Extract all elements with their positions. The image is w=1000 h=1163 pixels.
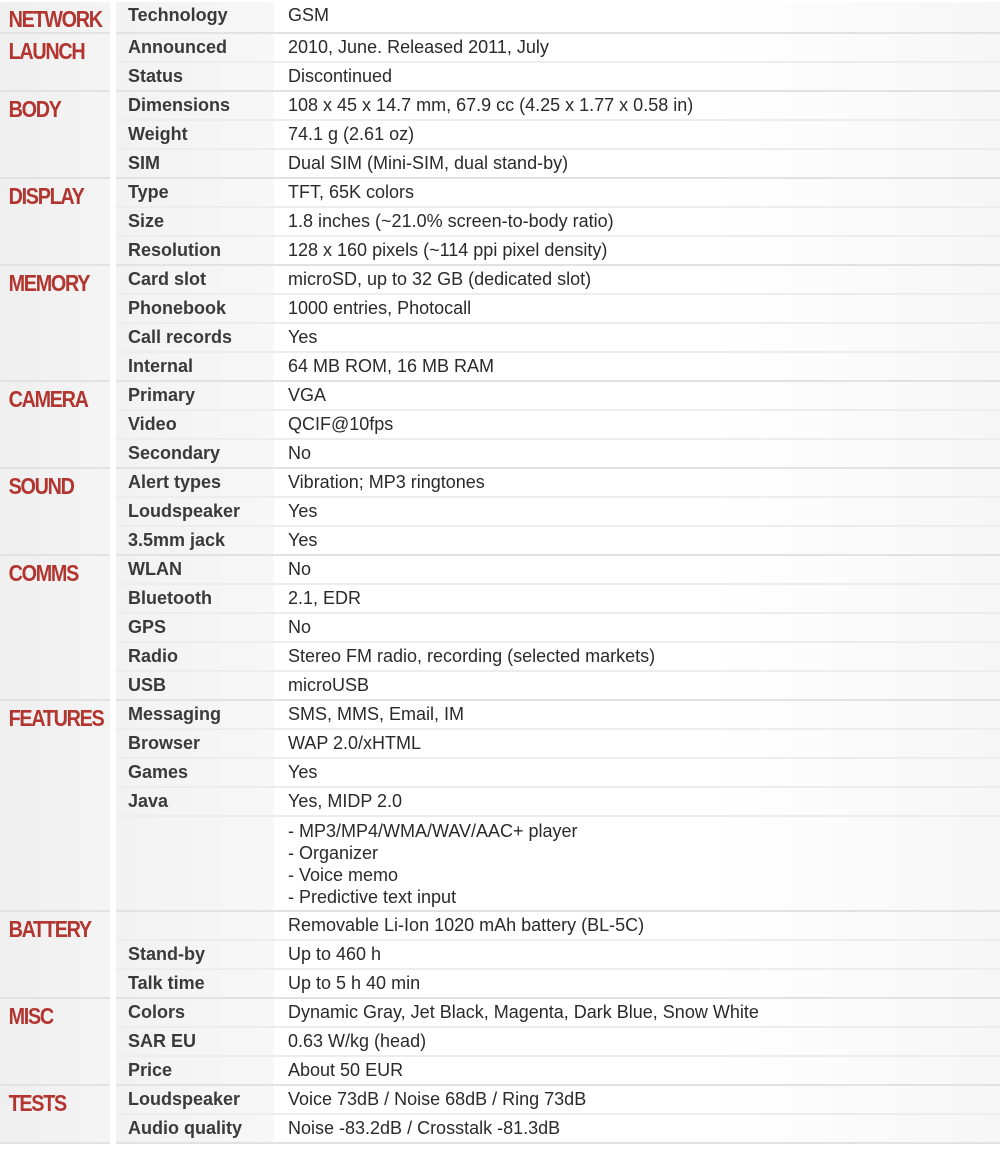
spec-row bbox=[0, 1056, 1000, 1085]
category-cell bbox=[0, 998, 113, 1085]
spec-label[interactable]: Price bbox=[113, 1056, 274, 1085]
spec-row bbox=[0, 62, 1000, 91]
spec-label[interactable]: Dimensions bbox=[113, 91, 274, 120]
category-cell bbox=[0, 468, 113, 555]
spec-value: 108 x 45 x 14.7 mm, 67.9 cc (4.25 x 1.77 x 0.58 in) bbox=[274, 91, 1000, 120]
spec-row bbox=[0, 120, 1000, 149]
category-cell bbox=[0, 1085, 113, 1143]
spec-label[interactable]: Secondary bbox=[113, 439, 274, 468]
spec-row bbox=[0, 1027, 1000, 1056]
spec-value: No bbox=[274, 555, 1000, 584]
spec-row bbox=[0, 323, 1000, 352]
category-heading[interactable]: CAMERA bbox=[8, 386, 88, 412]
spec-label[interactable]: Colors bbox=[113, 998, 274, 1027]
spec-row bbox=[0, 1085, 1000, 1114]
spec-row bbox=[0, 555, 1000, 584]
spec-value: Discontinued bbox=[274, 62, 1000, 91]
category-heading[interactable]: NETWORK bbox=[8, 6, 102, 32]
spec-value bbox=[274, 816, 1000, 911]
spec-label[interactable]: Stand-by bbox=[113, 940, 274, 969]
category-cell bbox=[0, 91, 113, 178]
spec-row bbox=[0, 700, 1000, 729]
spec-value: Removable Li-Ion 1020 mAh battery (BL-5C) bbox=[274, 911, 1000, 940]
category-cell bbox=[0, 555, 113, 700]
spec-value: Up to 5 h 40 min bbox=[274, 969, 1000, 998]
spec-value: Yes bbox=[274, 323, 1000, 352]
spec-value: 2.1, EDR bbox=[274, 584, 1000, 613]
spec-label[interactable]: Card slot bbox=[113, 265, 274, 294]
spec-value: 2010, June. Released 2011, July bbox=[274, 33, 1000, 62]
spec-row bbox=[0, 178, 1000, 207]
spec-value: 1.8 inches (~21.0% screen-to-body ratio) bbox=[274, 207, 1000, 236]
spec-label[interactable]: Loudspeaker bbox=[113, 497, 274, 526]
spec-label[interactable]: Audio quality bbox=[113, 1114, 274, 1143]
spec-table-body bbox=[0, 2, 1000, 1143]
spec-value: QCIF@10fps bbox=[274, 410, 1000, 439]
category-cell bbox=[0, 2, 113, 33]
spec-label[interactable]: Radio bbox=[113, 642, 274, 671]
spec-label[interactable]: Announced bbox=[113, 33, 274, 62]
spec-value: GSM bbox=[274, 2, 1000, 33]
spec-value: Up to 460 h bbox=[274, 940, 1000, 969]
spec-value: Dual SIM (Mini-SIM, dual stand-by) bbox=[274, 149, 1000, 178]
spec-label[interactable]: SAR EU bbox=[113, 1027, 274, 1056]
spec-label[interactable]: Talk time bbox=[113, 969, 274, 998]
spec-value: microUSB bbox=[274, 671, 1000, 700]
spec-label[interactable]: Java bbox=[113, 787, 274, 816]
spec-label[interactable]: Games bbox=[113, 758, 274, 787]
spec-value-line: - Predictive text input bbox=[288, 887, 457, 907]
spec-row bbox=[0, 352, 1000, 381]
spec-table bbox=[0, 2, 1000, 1144]
spec-row bbox=[0, 497, 1000, 526]
category-heading[interactable]: SOUND bbox=[8, 473, 74, 499]
spec-label[interactable]: WLAN bbox=[113, 555, 274, 584]
spec-value: 64 MB ROM, 16 MB RAM bbox=[274, 352, 1000, 381]
spec-value: Stereo FM radio, recording (selected markets) bbox=[274, 642, 1000, 671]
category-heading[interactable]: COMMS bbox=[8, 560, 78, 586]
spec-row bbox=[0, 439, 1000, 468]
spec-row bbox=[0, 758, 1000, 787]
spec-row bbox=[0, 236, 1000, 265]
spec-label[interactable]: Type bbox=[113, 178, 274, 207]
spec-row bbox=[0, 998, 1000, 1027]
spec-row bbox=[0, 787, 1000, 816]
category-cell bbox=[0, 911, 113, 998]
spec-value: TFT, 65K colors bbox=[274, 178, 1000, 207]
spec-row bbox=[0, 381, 1000, 410]
spec-row bbox=[0, 410, 1000, 439]
spec-label[interactable]: Messaging bbox=[113, 700, 274, 729]
spec-value: Yes bbox=[274, 497, 1000, 526]
spec-label[interactable]: GPS bbox=[113, 613, 274, 642]
spec-value: No bbox=[274, 439, 1000, 468]
spec-label[interactable]: 3.5mm jack bbox=[113, 526, 274, 555]
spec-value: 1000 entries, Photocall bbox=[274, 294, 1000, 323]
spec-value: Dynamic Gray, Jet Black, Magenta, Dark Blue, Snow White bbox=[274, 998, 1000, 1027]
spec-row bbox=[0, 33, 1000, 62]
spec-row bbox=[0, 911, 1000, 940]
spec-label[interactable]: Video bbox=[113, 410, 274, 439]
spec-label[interactable]: Phonebook bbox=[113, 294, 274, 323]
spec-value: WAP 2.0/xHTML bbox=[274, 729, 1000, 758]
spec-row bbox=[0, 468, 1000, 497]
spec-label[interactable]: USB bbox=[113, 671, 274, 700]
category-heading[interactable]: DISPLAY bbox=[8, 183, 84, 209]
category-heading[interactable]: TESTS bbox=[8, 1090, 66, 1116]
spec-label[interactable]: Size bbox=[113, 207, 274, 236]
category-heading[interactable]: MISC bbox=[8, 1003, 53, 1029]
spec-value: 0.63 W/kg (head) bbox=[274, 1027, 1000, 1056]
spec-row bbox=[0, 294, 1000, 323]
spec-label bbox=[113, 816, 274, 911]
category-heading[interactable]: BODY bbox=[8, 96, 61, 122]
spec-value: Voice 73dB / Noise 68dB / Ring 73dB bbox=[274, 1085, 1000, 1114]
spec-value: Noise -83.2dB / Crosstalk -81.3dB bbox=[274, 1114, 1000, 1143]
spec-row bbox=[0, 207, 1000, 236]
spec-value: SMS, MMS, Email, IM bbox=[274, 700, 1000, 729]
category-cell bbox=[0, 178, 113, 265]
spec-label bbox=[113, 911, 274, 940]
spec-row bbox=[0, 729, 1000, 758]
spec-label[interactable]: Technology bbox=[113, 2, 274, 33]
spec-value-line: - Organizer bbox=[288, 843, 379, 863]
spec-value: microSD, up to 32 GB (dedicated slot) bbox=[274, 265, 1000, 294]
spec-label[interactable]: Call records bbox=[113, 323, 274, 352]
spec-row bbox=[0, 265, 1000, 294]
spec-label[interactable]: Browser bbox=[113, 729, 274, 758]
spec-row bbox=[0, 1114, 1000, 1143]
spec-label[interactable]: Status bbox=[113, 62, 274, 91]
category-cell bbox=[0, 700, 113, 911]
spec-label[interactable]: Loudspeaker bbox=[113, 1085, 274, 1114]
spec-row bbox=[0, 2, 1000, 33]
spec-value: Yes bbox=[274, 758, 1000, 787]
spec-label[interactable]: Resolution bbox=[113, 236, 274, 265]
category-cell bbox=[0, 265, 113, 381]
spec-label[interactable]: SIM bbox=[113, 149, 274, 178]
spec-value: 74.1 g (2.61 oz) bbox=[274, 120, 1000, 149]
spec-row bbox=[0, 816, 1000, 911]
spec-label[interactable]: Primary bbox=[113, 381, 274, 410]
spec-row bbox=[0, 526, 1000, 555]
spec-value: 128 x 160 pixels (~114 ppi pixel density) bbox=[274, 236, 1000, 265]
spec-value: VGA bbox=[274, 381, 1000, 410]
category-cell bbox=[0, 33, 113, 91]
spec-row bbox=[0, 149, 1000, 178]
spec-value: About 50 EUR bbox=[274, 1056, 1000, 1085]
spec-label[interactable]: Internal bbox=[113, 352, 274, 381]
spec-row bbox=[0, 613, 1000, 642]
spec-value-line: - Voice memo bbox=[288, 865, 399, 885]
spec-row bbox=[0, 584, 1000, 613]
category-cell bbox=[0, 381, 113, 468]
spec-row bbox=[0, 91, 1000, 120]
category-heading[interactable]: FEATURES bbox=[8, 705, 104, 731]
spec-label[interactable]: Alert types bbox=[113, 468, 274, 497]
spec-label[interactable]: Bluetooth bbox=[113, 584, 274, 613]
spec-value: Yes, MIDP 2.0 bbox=[274, 787, 1000, 816]
spec-value-line: - MP3/MP4/WMA/WAV/AAC+ player bbox=[288, 821, 578, 841]
spec-row bbox=[0, 642, 1000, 671]
spec-row bbox=[0, 940, 1000, 969]
spec-value: No bbox=[274, 613, 1000, 642]
category-heading[interactable]: BATTERY bbox=[8, 916, 91, 942]
spec-row bbox=[0, 671, 1000, 700]
spec-row bbox=[0, 969, 1000, 998]
spec-label[interactable]: Weight bbox=[113, 120, 274, 149]
category-heading[interactable]: MEMORY bbox=[8, 270, 90, 296]
spec-value: Yes bbox=[274, 526, 1000, 555]
spec-value: Vibration; MP3 ringtones bbox=[274, 468, 1000, 497]
category-heading[interactable]: LAUNCH bbox=[8, 38, 85, 64]
